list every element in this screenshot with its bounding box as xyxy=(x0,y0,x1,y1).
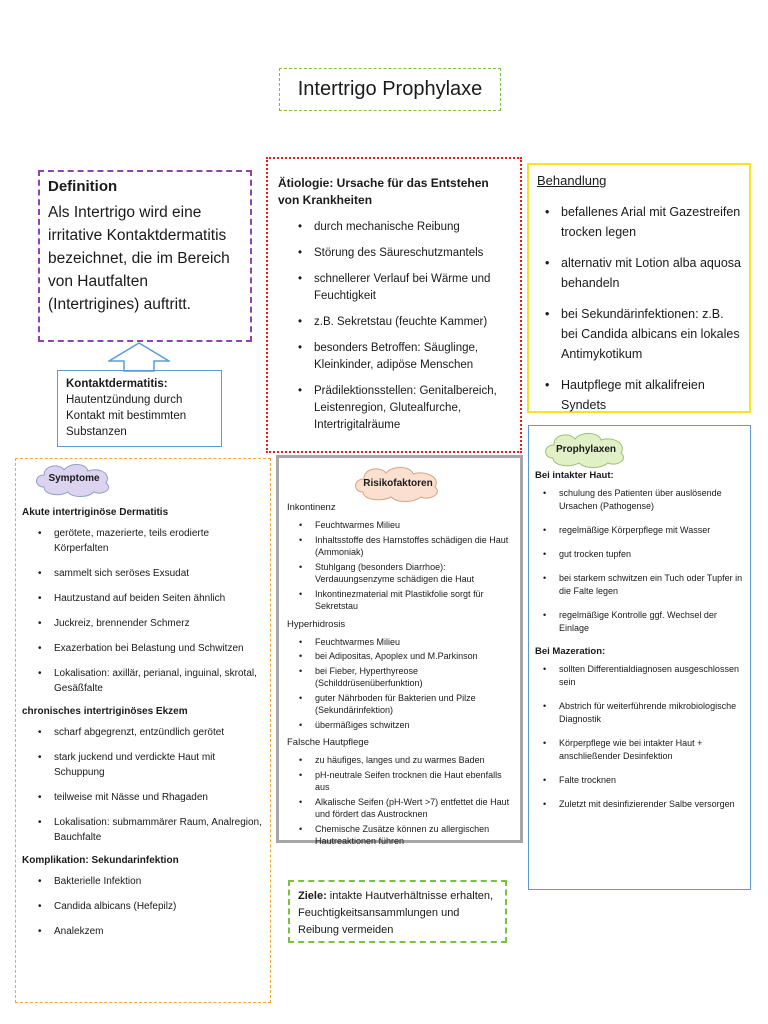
list-item: • Prädilektionsstellen: Genitalbereich, Leistenregion, Glutealfurche, Intertrigitalräume xyxy=(314,383,510,434)
list-item: • Falte trocknen xyxy=(559,774,744,787)
prophylaxen-cloud-label xyxy=(541,430,631,468)
definition-heading: Definition xyxy=(48,178,118,195)
list-item: • übermäßiges schwitzen xyxy=(315,719,512,732)
risikofaktoren-box xyxy=(276,455,523,846)
list-item: • guter Nährboden für Bakterien und Pilze (Sekundärinfektion) xyxy=(315,692,512,717)
symptome-cloud-label xyxy=(32,461,116,497)
list-item: • zu häufiges, langes und zu warmes Baden xyxy=(315,754,512,767)
list-item: • alternativ mit Lotion alba aquosa behandeln xyxy=(561,253,741,293)
list-item: • bei Adipositas, Apoplex und M.Parkinson xyxy=(315,650,512,663)
list-item: • schnellerer Verlauf bei Wärme und Feuchtigkeit xyxy=(314,271,510,305)
kontakt-heading: Kontaktdermatitis: xyxy=(66,378,168,390)
list-item: • regelmäßige Kontrolle ggf. Wechsel der Einlage xyxy=(559,609,744,635)
list-item: • Inhaltsstoffe des Harnstoffes schädigen die Haut (Ammoniak) xyxy=(315,534,512,559)
prophylaxen-section-2: Bei Mazeration: xyxy=(535,646,606,657)
list-item: • bei Fieber, Hyperthyreose (Schilddrüsenüberfunktion) xyxy=(315,665,512,690)
symptome-section-3: Komplikation: Sekundarinfektion xyxy=(22,855,179,866)
list-item: • Exazerbation bei Belastung und Schwitzen xyxy=(54,641,264,656)
list-item: • Feuchtwarmes Milieu xyxy=(315,636,512,649)
behandlung-heading: Behandlung xyxy=(537,173,607,188)
list-item: • teilweise mit Nässe und Rhagaden xyxy=(54,790,264,805)
symptome-box xyxy=(15,458,271,1003)
list-item: • Bakterielle Infektion xyxy=(54,874,264,889)
risiko-section-3: Falsche Hautpflege xyxy=(287,737,369,748)
ziele-label: Ziele: xyxy=(298,890,327,902)
prophylaxen-label: Prophylaxen xyxy=(555,444,617,455)
prophylaxen-section-1: Bei intakter Haut: xyxy=(535,470,614,481)
list-item: • Inkontinezmaterial mit Plastikfolie sorgt für Sekretstau xyxy=(315,588,512,613)
list-item: • gut trocken tupfen xyxy=(559,548,744,561)
ziele-text: intakte Hautverhältnisse erhalten, Feuchtigkeitsansammlungen und Reibung vermeiden xyxy=(298,890,494,936)
symptome-list-2 xyxy=(22,725,264,845)
list-item: • stark juckend und verdickte Haut mit Schuppung xyxy=(54,750,264,780)
aetiologie-heading: Ätiologie: Ursache für das Entstehen von Krankheiten xyxy=(278,176,489,207)
list-item: • pH-neutrale Seifen trocknen die Haut ebenfalls aus xyxy=(315,769,512,794)
symptome-section-1: Akute intertriginöse Dermatitis xyxy=(22,507,169,518)
prophylaxen-box xyxy=(528,425,751,890)
list-item: • Störung des Säureschutzmantels xyxy=(314,245,510,262)
list-item: • Juckreiz, brennender Schmerz xyxy=(54,616,264,631)
list-item: • sammelt sich seröses Exsudat xyxy=(54,566,264,581)
risiko-label: Risikofaktoren xyxy=(363,478,433,489)
risiko-section-1: Inkontinenz xyxy=(287,502,336,513)
list-item: • Zuletzt mit desinfizierender Salbe versorgen xyxy=(559,798,744,811)
list-item: • Hautpflege mit alkalifreien Syndets xyxy=(561,375,741,415)
symptome-section-2: chronisches intertriginöses Ekzem xyxy=(22,706,188,717)
list-item: • Abstrich für weiterführende mikrobiologische Diagnostik xyxy=(559,700,744,726)
risiko-list-1 xyxy=(287,519,512,613)
list-item: • besonders Betroffen: Säuglinge, Kleinkinder, adipöse Menschen xyxy=(314,340,510,374)
risiko-list-3 xyxy=(287,754,512,848)
symptome-label: Symptome xyxy=(48,473,100,484)
page-title xyxy=(279,68,501,111)
kontaktdermatitis-box xyxy=(57,370,222,447)
aetiologie-list xyxy=(278,219,510,434)
list-item: • befallenes Arial mit Gazestreifen trocken legen xyxy=(561,202,741,242)
list-item: • schulung des Patienten über auslösende Ursachen (Pathogense) xyxy=(559,487,744,513)
page-title-text: Intertrigo Prophylaxe xyxy=(297,78,483,100)
list-item: • bei Sekundärinfektionen: z.B. bei Candida albicans ein lokales Antimykotikum xyxy=(561,304,741,364)
list-item: • Lokalisation: axillär, perianal, inguinal, skrotal, Gesäßfalte xyxy=(54,666,264,696)
prophylaxen-list-1 xyxy=(535,487,744,635)
list-item: • Körperpflege wie bei intakter Haut + anschließender Desinfektion xyxy=(559,737,744,763)
list-item: • Stuhlgang (besonders Diarrhoe): Verdauungsenzyme schädigen die Haut xyxy=(315,561,512,586)
symptome-list-3 xyxy=(22,874,264,939)
risiko-section-2: Hyperhidrosis xyxy=(287,618,346,630)
list-item: • z.B. Sekretstau (feuchte Kammer) xyxy=(314,314,510,331)
prophylaxen-list-2 xyxy=(535,663,744,811)
definition-box xyxy=(38,170,252,342)
ziele-box xyxy=(288,880,507,943)
list-item: • Lokalisation: submammärer Raum, Analregion, Bauchfalte xyxy=(54,815,264,845)
list-item: • Alkalische Seifen (pH-Wert >7) entfettet die Haut und fördert das Austrocknen xyxy=(315,796,512,821)
kontakt-text: Hautentzündung durch Kontakt mit bestimmten Substanzen xyxy=(66,394,187,438)
list-item: • gerötete, mazerierte, teils erodierte Körperfalten xyxy=(54,526,264,556)
symptome-list-1 xyxy=(22,526,264,696)
list-item: • scharf abgegrenzt, entzündlich gerötet xyxy=(54,725,264,740)
risiko-list-2 xyxy=(287,636,512,732)
list-item: • Feuchtwarmes Milieu xyxy=(315,519,512,532)
aetiologie-box xyxy=(266,157,522,453)
behandlung-box xyxy=(527,163,751,413)
list-item: • regelmäßige Körperpflege mit Wasser xyxy=(559,524,744,537)
up-arrow-icon xyxy=(108,342,170,372)
list-item: • Hautzustand auf beiden Seiten ähnlich xyxy=(54,591,264,606)
list-item: • Chemische Zusätze können zu allergischen Hautreaktionen führen xyxy=(315,823,512,848)
list-item: • Candida albicans (Hefepilz) xyxy=(54,899,264,914)
list-item: • durch mechanische Reibung xyxy=(314,219,510,236)
list-item: • bei starkem schwitzen ein Tuch oder Tupfer in die Falte legen xyxy=(559,572,744,598)
risiko-cloud-label xyxy=(351,464,445,502)
definition-text: Als Intertrigo wird eine irritative Kontaktdermatitis bezeichnet, die im Bereich von Hautfalten (Intertrigines) auftritt. xyxy=(48,204,230,313)
list-item: • Analekzem xyxy=(54,924,264,939)
list-item: • sollten Differentialdiagnosen ausgeschlossen sein xyxy=(559,663,744,689)
behandlung-list xyxy=(537,202,741,415)
